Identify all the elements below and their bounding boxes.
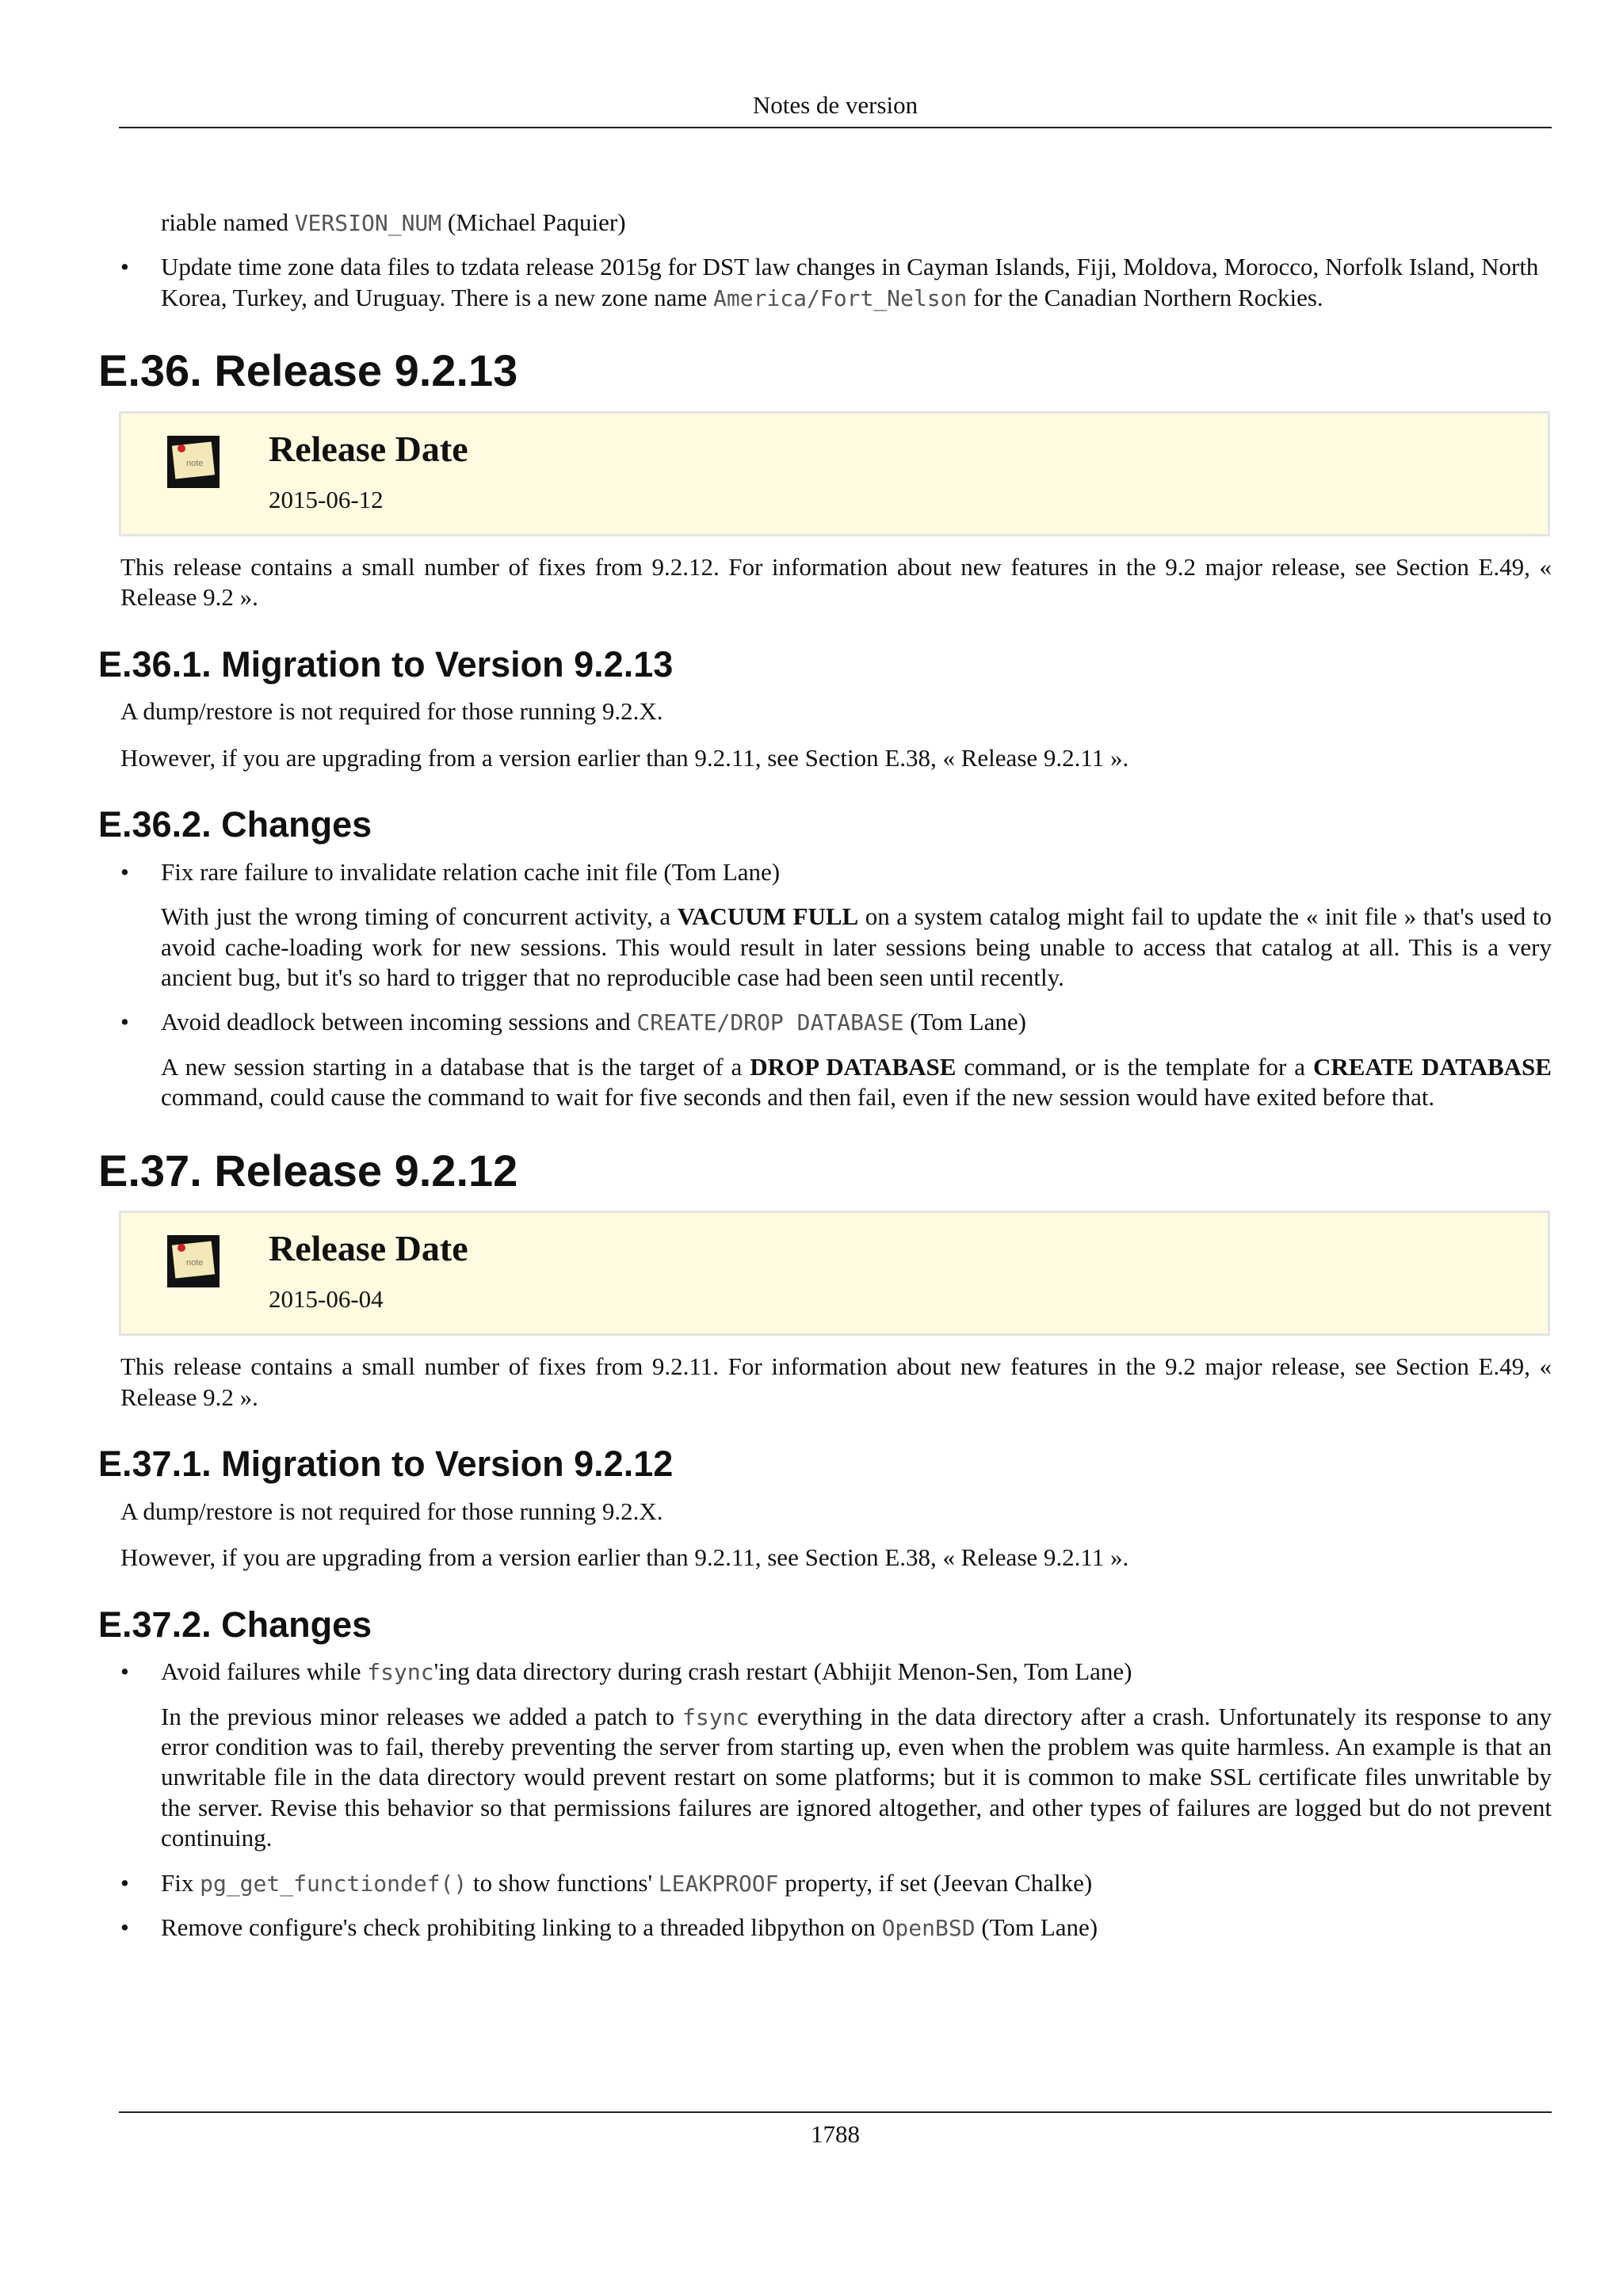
list-item: • Avoid deadlock between incoming sessions and CREATE/DROP DATABASE (Tom Lane) A new session starting in a database that is the target of a DROP DATABASE command, or is the template for a CREATE DATABASE command, could cause the command to wait for five seconds and then fail, even if the new session would have exited before that. (120, 1008, 1552, 1112)
svg-text:note: note (186, 1258, 204, 1268)
release-date-note (119, 1211, 1550, 1336)
section-heading-e37: E.37. Release 9.2.12 (98, 1145, 518, 1196)
list-item: • Fix rare failure to invalidate relation cache init file (Tom Lane) With just the wrong timing of concurrent activity, a VACUUM FULL on a system catalog might fail to update the « init file » that's used to avoid cache-loading work for new sessions. This would result in later sessions being unable to access that catalog at all. This is a very ancient bug, but it's so hard to trigger that no reproducible case had been seen until recently. (120, 857, 1552, 991)
release-date-note (119, 411, 1550, 536)
note-title: Release Date (269, 428, 468, 469)
note-icon (167, 1235, 220, 1287)
note-icon (167, 436, 220, 488)
page-footer (119, 2111, 1552, 2149)
changes-list (98, 1657, 1552, 1943)
release-date: 2015-06-12 (269, 485, 384, 513)
page-content (98, 208, 1552, 1958)
list-item: • Remove configure's check prohibiting linking to a threaded libpython on OpenBSD (Tom Lane) (120, 1913, 1098, 1942)
paragraph: However, if you are upgrading from a version earlier than 9.2.11, see Section E.38, « Release 9.2.11 ». (120, 1543, 1129, 1572)
subsection-heading-changes: E.36.2. Changes (98, 804, 372, 845)
subsection-heading-changes: E.37.2. Changes (98, 1604, 372, 1645)
running-header-title: Notes de version (752, 91, 918, 119)
page-header (119, 90, 1552, 128)
paragraph: A dump/restore is not required for those running 9.2.X. (120, 1497, 663, 1525)
svg-text:note: note (186, 458, 204, 468)
list-item: • Avoid failures while fsync'ing data directory during crash restart (Abhijit Menon-Sen, Tom Lane) In the previous minor releases we added a patch to fsync everything in the data directory after a crash. Unfortunately its response to any error condition was to fail, thereby preventing the server from starting up, even when the problem was quite harmless. An example is that an unwritable file in the data directory would prevent restart on some platforms; but it is common to make SSL certificate files unwritable by the server. Revise this behavior so that permissions failures are ignored altogether, and other types of failures are logged but do not prevent continuing. (120, 1657, 1552, 1852)
intro-paragraph: This release contains a small number of fixes from 9.2.11. For information about new features in the 9.2 major release, see Section E.49, « Release 9.2 ». (120, 1352, 1552, 1411)
page-number: 1788 (811, 2120, 860, 2148)
continued-paragraph: riable named VERSION_NUM (Michael Paquier) (161, 208, 626, 236)
subsection-heading-migration: E.37.1. Migration to Version 9.2.12 (98, 1444, 674, 1485)
intro-paragraph: This release contains a small number of fixes from 9.2.12. For information about new features in the 9.2 major release, see Section E.49, « Release 9.2 ». (120, 552, 1552, 612)
note-title: Release Date (269, 1228, 468, 1269)
subsection-heading-migration: E.36.1. Migration to Version 9.2.13 (98, 643, 674, 685)
paragraph: However, if you are upgrading from a version earlier than 9.2.11, see Section E.38, « Release 9.2.11 ». (120, 743, 1129, 772)
changes-list (98, 857, 1552, 1113)
release-date: 2015-06-04 (269, 1285, 384, 1314)
paragraph: A dump/restore is not required for those running 9.2.X. (120, 697, 663, 726)
bullet-list-top (98, 252, 1552, 313)
list-item: • Fix pg_get_functiondef() to show functions' LEAKPROOF property, if set (Jeevan Chalke) (120, 1868, 1093, 1897)
list-item: • Update time zone data files to tzdata release 2015g for DST law changes in Cayman Islands, Fiji, Moldova, Morocco, Norfolk Island, North Korea, Turkey, and Uruguay. There is a new zone name America/Fort_Nelson for the Canadian Northern Rockies. (120, 253, 1539, 311)
section-heading-e36: E.36. Release 9.2.13 (98, 345, 518, 396)
